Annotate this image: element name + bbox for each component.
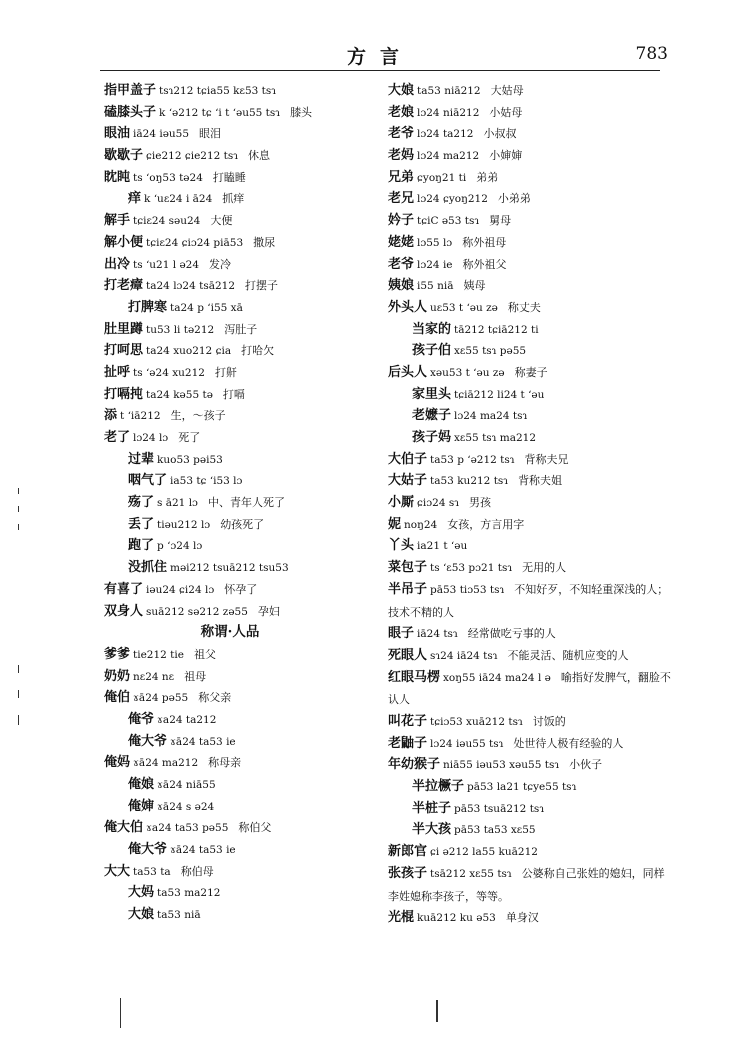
entry-pronunciation: k ʻə212 tɕ ʻi t ʻəu55 tsɿ	[159, 106, 281, 119]
entry-term: 解手	[104, 213, 131, 229]
dictionary-entry	[104, 839, 386, 861]
entry-pronunciation: lɔ55 lɔ	[417, 236, 453, 249]
entry-term: 指甲盖子	[104, 83, 157, 98]
entry-gloss: 小姑母	[489, 105, 523, 119]
entry-term: 眼子	[388, 626, 415, 642]
entry-pronunciation: pā53 tsuā212 tsɿ	[454, 802, 545, 815]
entry-pronunciation: tɕiɛ24 ɕiɔ24 piā53	[146, 236, 244, 249]
dictionary-entry	[104, 817, 386, 839]
entry-pronunciation: tɕiɛ24 səu24	[133, 215, 201, 228]
dictionary-entry	[388, 427, 673, 449]
dictionary-entry	[388, 80, 673, 102]
entry-term: 俺伯	[104, 690, 131, 706]
entry-term: 妗子	[388, 213, 415, 229]
entry-gloss: 弟弟	[476, 170, 499, 184]
entry-gloss: 称母亲	[208, 756, 242, 770]
entry-gloss: 小弟弟	[497, 192, 531, 206]
entry-pronunciation: pā53 tiɔ53 tsɿ	[430, 583, 505, 596]
entry-term: 姨娘	[388, 278, 415, 294]
entry-gloss: 生，～孩子	[170, 409, 226, 423]
dictionary-entry	[388, 841, 673, 863]
dictionary-entry	[104, 254, 386, 276]
entry-gloss: 小婶婶	[489, 149, 523, 163]
entry-term: 解小便	[104, 234, 144, 250]
dictionary-entry	[388, 384, 673, 406]
dictionary-entry	[388, 514, 673, 536]
entry-pronunciation: ta53 niā212	[417, 85, 481, 97]
dictionary-entry	[104, 904, 386, 926]
entry-pronunciation: noŋ24	[404, 518, 438, 531]
dictionary-entry	[104, 145, 386, 167]
entry-term: 俺妈	[104, 755, 131, 771]
entry-pronunciation: tsā212 xɛ55 tsɿ	[430, 867, 512, 880]
page-title: 方言	[346, 46, 413, 68]
entry-term: 半桩子	[412, 800, 452, 816]
entry-term: 半大孩	[412, 822, 452, 838]
entry-pronunciation: ta53 p ʻə212 tsɿ	[430, 453, 515, 466]
entry-term: 俺娘	[128, 777, 155, 792]
entry-pronunciation: ɤā24 s ə24	[157, 800, 215, 813]
entry-term: 扯呼	[104, 364, 131, 380]
dictionary-entry	[104, 601, 386, 623]
entry-term: 大妈	[128, 885, 155, 901]
entry-term: 有喜了	[104, 581, 144, 597]
entry-pronunciation: ta53 ta	[133, 865, 171, 878]
entry-gloss: 称外祖母	[462, 235, 507, 249]
entry-gloss: 经常做吃亏事的人	[467, 627, 556, 641]
dictionary-entry	[104, 731, 386, 753]
entry-term: 眼油	[104, 126, 131, 142]
entry-pronunciation: ɤa24 ta53 pə55	[146, 822, 229, 835]
dictionary-entry	[104, 275, 386, 297]
entry-gloss: 称外祖父	[462, 257, 507, 271]
entry-pronunciation: t ʻiā212	[120, 410, 161, 423]
dictionary-entry	[104, 796, 386, 818]
entry-pronunciation: ia53 tɕ ʻi53 lɔ	[170, 475, 243, 488]
entry-pronunciation: xɛ55 tsɿ pə55	[454, 345, 527, 358]
entry-pronunciation: iā24 iəu55	[133, 128, 190, 141]
entry-term: 咽气了	[128, 473, 168, 489]
entry-term: 红眼马楞	[388, 669, 441, 685]
dictionary-entry	[388, 492, 673, 514]
entry-term: 奶奶	[104, 668, 131, 684]
entry-pronunciation: s ā21 lɔ	[157, 497, 198, 510]
dictionary-entry	[388, 340, 673, 362]
entry-pronunciation: niā55 iəu53 xəu55 tsɿ	[443, 759, 560, 772]
entry-gloss: 祖母	[184, 669, 207, 683]
dictionary-entry	[388, 557, 673, 579]
entry-term: 老了	[104, 430, 131, 445]
entry-term: 丫头	[388, 538, 415, 554]
dictionary-entry	[388, 863, 673, 907]
entry-pronunciation: ɕie212 ɕie212 tsɿ	[146, 150, 239, 163]
dictionary-entry	[388, 405, 673, 427]
entry-pronunciation: lɔ24 ma24 tsɿ	[454, 410, 528, 423]
entry-gloss: 背称夫姐	[518, 474, 563, 488]
entry-term: 后头人	[388, 364, 428, 380]
right-column	[388, 80, 673, 929]
dictionary-entry	[388, 167, 673, 189]
entry-term: 家里头	[412, 386, 452, 402]
entry-pronunciation: tɕiɔ53 xuā212 tsɿ	[430, 716, 523, 728]
entry-gloss: 膝头	[290, 105, 313, 119]
dictionary-entry	[388, 667, 673, 711]
entry-gloss: 公婆称自己张姓的媳妇，同样李姓媳称李孩子，等等。	[388, 866, 665, 903]
entry-gloss: 孕妇	[257, 604, 280, 618]
entry-pronunciation: pā53 la21 tɕye55 tsɿ	[467, 781, 577, 794]
entry-term: 老嬷子	[412, 408, 452, 424]
entry-pronunciation: uɛ53 t ʻəu zə	[430, 301, 498, 314]
entry-term: 歇歇子	[104, 148, 144, 164]
dictionary-entry	[388, 449, 673, 471]
entry-term: 老爷	[388, 126, 415, 142]
entry-gloss: 称伯父	[238, 821, 272, 835]
entry-term: 肚里蹲	[104, 321, 144, 337]
entry-pronunciation: ɕyoŋ21 ti	[417, 171, 467, 184]
entry-term: 俺爷	[128, 711, 155, 727]
dictionary-entry	[388, 907, 673, 929]
entry-pronunciation: ts ʻoŋ53 tə24	[133, 171, 203, 184]
dictionary-entry	[388, 535, 673, 557]
entry-term: 老兄	[388, 191, 415, 207]
entry-gloss: 喻指好发脾气，翻脸不认人	[388, 670, 671, 707]
entry-pronunciation: xoŋ55 iā24 ma24 l ə	[443, 671, 551, 684]
entry-term: 打脾寒	[128, 299, 168, 315]
dictionary-entry	[388, 819, 673, 841]
entry-term: 爹爹	[104, 646, 131, 662]
dictionary-entry	[104, 232, 386, 254]
dictionary-entry	[388, 776, 673, 798]
entry-term: 没抓住	[128, 560, 168, 576]
entry-pronunciation: tā212 tɕiā212 ti	[454, 323, 539, 336]
entry-term: 添	[104, 408, 118, 424]
dictionary-entry	[388, 623, 673, 645]
entry-gloss: 打摆子	[245, 279, 279, 293]
entry-gloss: 讨饭的	[532, 715, 566, 728]
entry-gloss: 撒尿	[253, 235, 276, 249]
entry-gloss: 大姑母	[490, 84, 524, 97]
entry-term: 俺大爷	[128, 733, 168, 749]
entry-pronunciation: kuo53 pəi53	[157, 453, 223, 466]
entry-term: 大姑子	[388, 473, 428, 489]
entry-gloss: 舅母	[489, 214, 512, 228]
entry-term: 跑了	[128, 538, 155, 554]
entry-term: 当家的	[412, 321, 452, 337]
entry-term: 眈盹	[104, 169, 131, 185]
dictionary-entry	[104, 362, 386, 384]
dictionary-entry	[104, 102, 386, 124]
entry-pronunciation: ta53 ku212 tsɿ	[430, 475, 509, 488]
entry-term: 过辈	[128, 451, 155, 467]
entry-term: 俺婶	[128, 798, 155, 814]
entry-pronunciation: ts ʻu21 l ə24	[133, 258, 200, 271]
entry-gloss: 无用的人	[522, 561, 567, 575]
dictionary-entry	[104, 557, 386, 579]
entry-pronunciation: tsɿ212 tɕia55 kɛ53 tsɿ	[159, 85, 277, 97]
entry-term: 俺大伯	[104, 820, 144, 836]
entry-gloss: 打哈欠	[241, 344, 275, 358]
dictionary-entry	[388, 645, 673, 667]
entry-pronunciation: ɤā24 ta53 ie	[170, 844, 236, 857]
entry-gloss: 大便	[210, 214, 233, 228]
entry-term: 半吊子	[388, 581, 428, 597]
dictionary-entry	[104, 687, 386, 709]
entry-term: 打嗝扽	[104, 386, 144, 402]
dictionary-entry	[388, 754, 673, 776]
entry-pronunciation: pā53 ta53 xɛ55	[454, 824, 536, 837]
entry-term: 殇了	[128, 495, 155, 511]
entry-pronunciation: nɛ24 nɛ	[133, 670, 175, 683]
entry-term: 孩子伯	[412, 343, 452, 359]
entry-gloss: 姨母	[463, 279, 486, 293]
entry-term: 大娘	[128, 907, 155, 923]
entry-pronunciation: məi212 tsuā212 tsu53	[170, 562, 289, 575]
entry-gloss: 不能灵活、随机应变的人	[507, 648, 629, 662]
entry-pronunciation: ta53 niā	[157, 909, 201, 922]
dictionary-entry	[388, 470, 673, 492]
left-column	[104, 80, 386, 926]
dictionary-entry	[388, 297, 673, 319]
dictionary-entry	[104, 535, 386, 557]
entry-gloss: 小叔叔	[483, 127, 517, 141]
dictionary-entry	[104, 449, 386, 471]
entry-gloss: 单身汉	[505, 911, 539, 925]
entry-pronunciation: ts ʻɛ53 pɔ21 tsɿ	[430, 562, 513, 575]
dictionary-entry	[388, 798, 673, 820]
entry-term: 妮	[388, 516, 402, 532]
entry-term: 老娘	[388, 104, 415, 120]
entry-pronunciation: tu53 li tə212	[146, 323, 215, 336]
dictionary-entry	[104, 427, 386, 449]
entry-term: 半拉橛子	[412, 779, 465, 795]
dictionary-entry	[104, 666, 386, 688]
entry-gloss: 祖父	[193, 647, 216, 661]
entry-pronunciation: ta24 xuo212 ɕia	[146, 345, 232, 358]
entry-gloss: 怀孕了	[224, 582, 258, 596]
entry-term: 磕膝头子	[104, 104, 157, 120]
entry-term: 新郎官	[388, 844, 428, 860]
entry-term: 小厮	[388, 495, 415, 511]
entry-term: 出冷	[104, 256, 131, 272]
entry-pronunciation: ɤā24 pə55	[133, 692, 189, 705]
entry-pronunciation: p ʻɔ24 lɔ	[157, 540, 203, 553]
entry-term: 菜包子	[388, 560, 428, 576]
entry-pronunciation: ia21 t ʻəu	[417, 540, 468, 553]
entry-pronunciation: ta24 p ʻi55 xā	[170, 301, 243, 314]
entry-gloss: 处世待人极有经验的人	[513, 736, 624, 750]
entry-gloss: 打嗝	[222, 387, 245, 401]
entry-pronunciation: ɤā24 ma212	[133, 757, 199, 770]
page-header	[100, 40, 668, 71]
entry-pronunciation: sɿ24 iā24 tsɿ	[430, 649, 498, 662]
dictionary-entry	[388, 579, 673, 623]
entry-term: 外头人	[388, 299, 428, 315]
entry-term: 双身人	[104, 603, 144, 619]
dictionary-entry	[104, 297, 386, 319]
entry-gloss: 幼孩死了	[220, 517, 265, 531]
entry-pronunciation: lɔ24 ma212	[417, 150, 480, 163]
dictionary-entry	[104, 210, 386, 232]
entry-term: 痒	[128, 191, 142, 207]
entry-gloss: 打瞌睡	[212, 170, 246, 184]
entry-pronunciation: lɔ24 niā212	[417, 106, 480, 119]
entry-pronunciation: ɕi ə212 la55 kuā212	[430, 846, 538, 859]
dictionary-entry	[104, 319, 386, 341]
entry-gloss: 打鼾	[214, 365, 237, 379]
dictionary-entry	[104, 752, 386, 774]
dictionary-entry	[104, 340, 386, 362]
entry-gloss: 泻肚子	[224, 322, 258, 336]
dictionary-entry	[388, 232, 673, 254]
entry-gloss: 男孩	[468, 496, 491, 510]
dictionary-entry	[388, 711, 673, 733]
dictionary-entry	[104, 80, 386, 102]
entry-gloss: 眼泪	[199, 127, 222, 141]
dictionary-entry	[388, 145, 673, 167]
entry-gloss: 发冷	[209, 257, 232, 271]
entry-term: 老妈	[388, 148, 415, 164]
entry-gloss: 女孩，方言用字	[447, 517, 525, 531]
dictionary-entry	[104, 492, 386, 514]
entry-pronunciation: xəu53 t ʻəu zə	[430, 366, 505, 379]
entry-pronunciation: tie212 tie	[133, 648, 184, 661]
dictionary-entry	[388, 275, 673, 297]
dictionary-entry	[104, 405, 386, 427]
entry-pronunciation: iəu24 ɕi24 lɔ	[146, 583, 215, 596]
entry-term: 俺大爷	[128, 842, 168, 858]
entry-pronunciation: ɤā24 niā55	[157, 779, 216, 791]
entry-term: 年幼猴子	[388, 757, 441, 773]
dictionary-entry	[388, 210, 673, 232]
dictionary-entry	[388, 123, 673, 145]
entry-pronunciation: xɛ55 tsɿ ma212	[454, 432, 537, 444]
entry-term: 叫花子	[388, 714, 428, 729]
entry-pronunciation: tɕiC ə53 tsɿ	[417, 215, 480, 228]
section-heading: 称谓·人品	[200, 624, 260, 641]
entry-gloss: 称妻子	[514, 365, 548, 379]
entry-pronunciation: lɔ24 ta212	[417, 128, 474, 141]
entry-pronunciation: ta24 lɔ24 tsā212	[146, 280, 236, 293]
entry-pronunciation: ta24 kə55 tə	[146, 388, 213, 401]
dictionary-entry	[104, 644, 386, 666]
dictionary-entry	[104, 188, 386, 210]
entry-gloss: 中、青年人死了	[207, 496, 285, 510]
entry-term: 大大	[104, 863, 131, 879]
entry-pronunciation: lɔ24 iəu55 tsɿ	[430, 737, 504, 750]
entry-gloss: 称丈夫	[507, 300, 541, 314]
entry-pronunciation: suā212 sə212 zə55	[146, 605, 248, 618]
page-number: 783	[635, 44, 668, 64]
dictionary-entry	[104, 470, 386, 492]
entry-pronunciation: lɔ24 lɔ	[133, 432, 169, 444]
entry-pronunciation: tiəu212 lɔ	[157, 518, 211, 531]
entry-pronunciation: tɕiā212 li24 t ʻəu	[454, 388, 545, 401]
entry-term: 光棍	[388, 910, 415, 926]
entry-term: 打呵思	[104, 343, 144, 359]
entry-pronunciation: lɔ24 ie	[417, 258, 453, 271]
entry-pronunciation: ta53 ma212	[157, 887, 221, 900]
entry-gloss: 休息	[248, 149, 271, 163]
dictionary-entry	[104, 167, 386, 189]
entry-gloss: 死了	[178, 431, 201, 444]
dictionary-entry	[388, 254, 673, 276]
entry-pronunciation: ɕiɔ24 sɿ	[417, 497, 459, 510]
dictionary-entry	[104, 774, 386, 796]
dictionary-entry	[104, 579, 386, 601]
entry-gloss: 称父亲	[198, 691, 232, 705]
entry-pronunciation: ɤā24 ta53 ie	[170, 735, 236, 748]
dictionary-entry	[104, 882, 386, 904]
dictionary-entry	[104, 709, 386, 731]
entry-gloss: 小伙子	[569, 758, 603, 772]
entry-term: 姥姥	[388, 234, 415, 250]
entry-term: 大伯子	[388, 451, 428, 467]
dictionary-entry	[104, 514, 386, 536]
dictionary-entry	[104, 123, 386, 145]
dictionary-entry	[388, 733, 673, 755]
entry-pronunciation: ts ʻə24 xu212	[133, 366, 205, 379]
entry-term: 死眼人	[388, 647, 428, 663]
dictionary-entry	[388, 319, 673, 341]
entry-pronunciation: ɤa24 ta212	[157, 713, 217, 726]
entry-pronunciation: lɔ24 ɕyoŋ212	[417, 193, 488, 206]
entry-term: 老爷	[388, 256, 415, 272]
entry-gloss: 抓痒	[222, 192, 245, 206]
entry-gloss: 不知好歹，不知轻重深浅的人；技术不精的人	[388, 582, 669, 619]
entry-gloss: 称伯母	[180, 864, 214, 878]
entry-term: 大娘	[388, 83, 415, 98]
entry-pronunciation: kuā212 ku ə53	[417, 912, 496, 925]
dictionary-entry	[104, 384, 386, 406]
entry-pronunciation: i55 niā	[417, 280, 454, 293]
entry-pronunciation: k ʻuɛ24 i ā24	[144, 193, 213, 206]
entry-term: 孩子妈	[412, 430, 452, 445]
dictionary-entry	[388, 362, 673, 384]
entry-term: 打老瘴	[104, 278, 144, 294]
dictionary-entry	[104, 861, 386, 883]
entry-pronunciation: iā24 tsɿ	[417, 628, 458, 641]
entry-term: 兄弟	[388, 169, 415, 185]
dictionary-entry	[388, 188, 673, 210]
entry-term: 老鼬子	[388, 735, 428, 751]
entry-gloss: 背称夫兄	[524, 452, 569, 466]
dictionary-entry	[388, 102, 673, 124]
entry-term: 张孩子	[388, 865, 428, 881]
entry-term: 丢了	[128, 516, 155, 532]
